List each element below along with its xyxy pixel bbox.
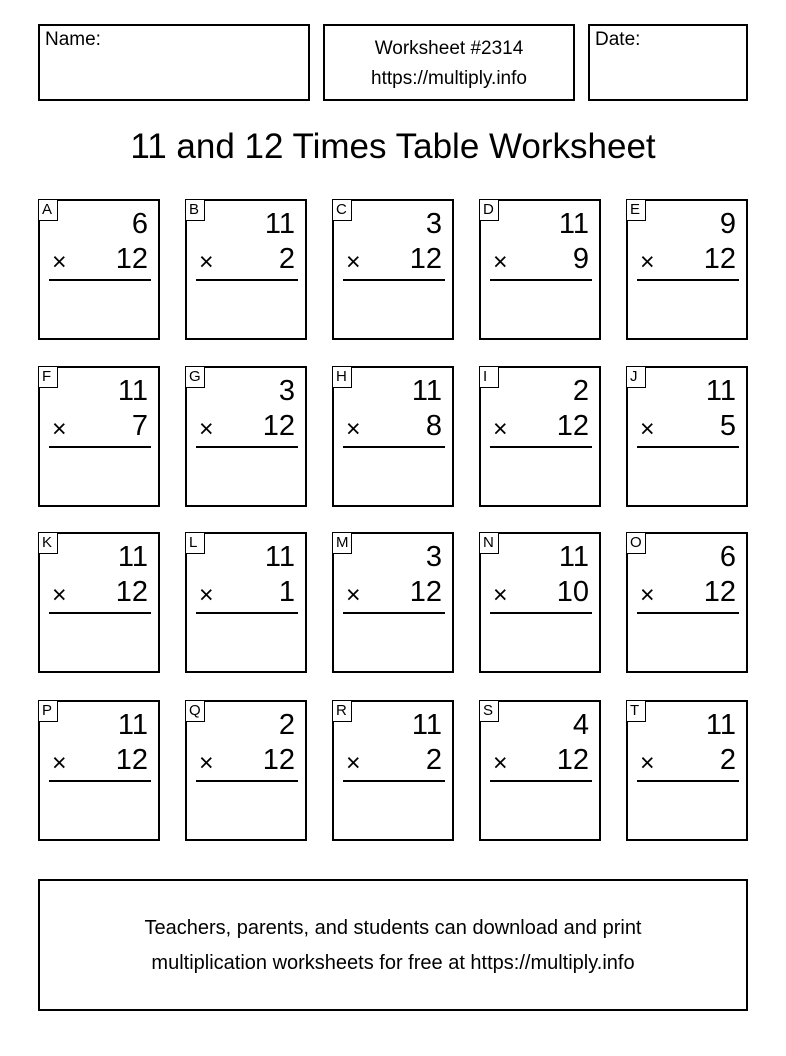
problem-letter: O [626,532,646,554]
answer-line [196,612,298,614]
problem-letter: E [626,199,646,221]
answer-line [343,446,445,448]
times-sign: × [346,749,361,777]
problem-card[interactable] [626,199,748,340]
problem-card[interactable] [38,366,160,507]
problem-letter: M [332,532,352,554]
multiplier: 5 [719,410,736,442]
multiplier: 12 [115,744,148,776]
problem-card[interactable] [479,199,601,340]
problem-letter: K [38,532,58,554]
multiplier: 9 [572,243,589,275]
multiplicand: 3 [425,541,442,573]
answer-line [196,780,298,782]
answer-line [49,446,151,448]
name-label: Name: [45,29,101,50]
multiplier: 12 [703,576,736,608]
problem-card[interactable] [479,366,601,507]
problem-card[interactable] [626,366,748,507]
footer-line-2: multiplication worksheets for free at https://multiply.info [151,952,635,974]
problem-card[interactable] [185,700,307,841]
multiplier: 8 [425,410,442,442]
times-sign: × [346,415,361,443]
problem-letter: F [38,366,58,388]
multiplier: 12 [409,243,442,275]
answer-line [490,446,592,448]
problem-card[interactable] [332,700,454,841]
problem-card[interactable] [479,700,601,841]
times-sign: × [640,749,655,777]
times-sign: × [199,581,214,609]
problem-letter: I [479,366,499,388]
multiplicand: 6 [131,208,148,240]
date-field[interactable] [588,24,748,101]
multiplicand: 11 [705,375,736,407]
multiplier: 2 [425,744,442,776]
times-sign: × [52,749,67,777]
times-sign: × [640,248,655,276]
times-sign: × [199,415,214,443]
problem-letter: R [332,700,352,722]
answer-line [490,279,592,281]
problem-letter: L [185,532,205,554]
multiplicand: 11 [264,208,295,240]
answer-line [637,612,739,614]
footer-note [38,879,748,1011]
worksheet-url: https://multiply.info [371,68,527,89]
times-sign: × [493,248,508,276]
times-sign: × [640,415,655,443]
answer-line [637,446,739,448]
worksheet-number: Worksheet #2314 [374,38,524,59]
multiplier: 7 [131,410,148,442]
multiplier: 12 [556,744,589,776]
problem-card[interactable] [185,532,307,673]
times-sign: × [640,581,655,609]
multiplier: 12 [556,410,589,442]
multiplier: 12 [703,243,736,275]
answer-line [637,279,739,281]
answer-line [637,780,739,782]
times-sign: × [346,581,361,609]
problem-card[interactable] [38,199,160,340]
problem-card[interactable] [332,532,454,673]
times-sign: × [52,581,67,609]
problem-card[interactable] [626,532,748,673]
problem-letter: T [626,700,646,722]
multiplicand: 11 [411,709,442,741]
problem-letter: G [185,366,205,388]
times-sign: × [493,415,508,443]
problem-letter: J [626,366,646,388]
problem-letter: B [185,199,205,221]
multiplicand: 3 [278,375,295,407]
answer-line [490,780,592,782]
times-sign: × [52,248,67,276]
times-sign: × [199,248,214,276]
answer-line [343,279,445,281]
multiplier: 12 [409,576,442,608]
multiplier: 12 [262,410,295,442]
multiplicand: 11 [264,541,295,573]
multiplicand: 11 [705,709,736,741]
name-field[interactable] [38,24,310,101]
multiplicand: 11 [117,541,148,573]
problem-letter: A [38,199,58,221]
problem-card[interactable] [185,366,307,507]
multiplicand: 11 [558,541,589,573]
problem-letter: S [479,700,499,722]
multiplier: 1 [278,576,295,608]
times-sign: × [493,581,508,609]
problem-card[interactable] [332,199,454,340]
answer-line [49,780,151,782]
multiplier: 12 [115,576,148,608]
page-title: 11 and 12 Times Table Worksheet [130,127,656,166]
answer-line [196,446,298,448]
problem-card[interactable] [332,366,454,507]
problem-card[interactable] [479,532,601,673]
multiplicand: 11 [117,709,148,741]
problem-letter: P [38,700,58,722]
times-sign: × [493,749,508,777]
multiplicand: 4 [572,709,589,741]
problem-card[interactable] [626,700,748,841]
problem-card[interactable] [38,532,160,673]
multiplicand: 2 [278,709,295,741]
multiplier: 12 [262,744,295,776]
multiplicand: 11 [558,208,589,240]
multiplier: 12 [115,243,148,275]
multiplicand: 6 [719,541,736,573]
multiplicand: 11 [117,375,148,407]
multiplier: 10 [556,576,589,608]
multiplicand: 2 [572,375,589,407]
multiplicand: 3 [425,208,442,240]
footer-line-1: Teachers, parents, and students can download and print [144,917,642,939]
answer-line [49,279,151,281]
times-sign: × [346,248,361,276]
answer-line [343,780,445,782]
times-sign: × [52,415,67,443]
problem-letter: D [479,199,499,221]
worksheet-info-box [323,24,575,101]
multiplicand: 11 [411,375,442,407]
times-sign: × [199,749,214,777]
date-label: Date: [595,29,641,50]
multiplier: 2 [719,744,736,776]
problem-card[interactable] [185,199,307,340]
answer-line [490,612,592,614]
problem-letter: C [332,199,352,221]
problem-letter: Q [185,700,205,722]
answer-line [343,612,445,614]
multiplicand: 9 [719,208,736,240]
problem-card[interactable] [38,700,160,841]
problem-letter: H [332,366,352,388]
answer-line [196,279,298,281]
problem-letter: N [479,532,499,554]
multiplier: 2 [278,243,295,275]
answer-line [49,612,151,614]
